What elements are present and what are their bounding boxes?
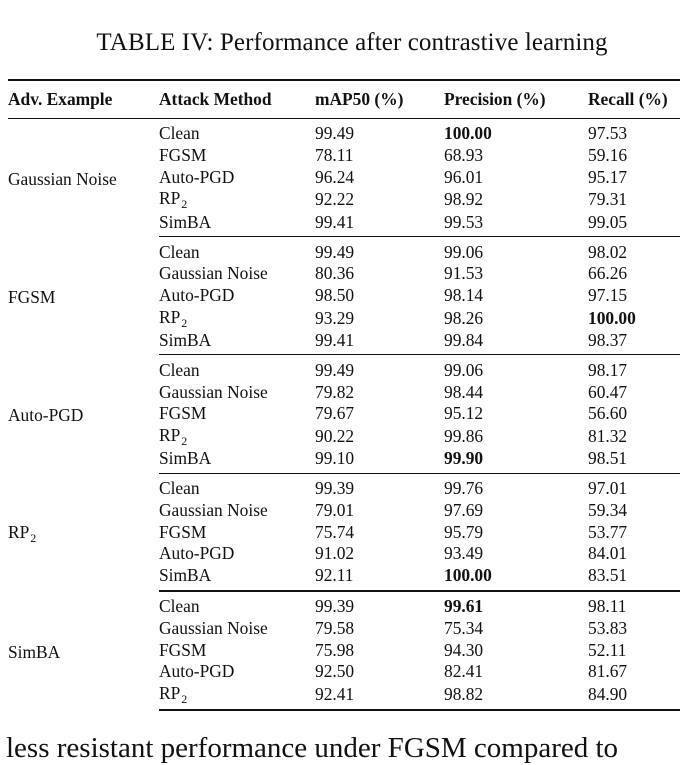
cell-map50: 92.41 [315, 683, 444, 710]
cell-precision: 98.26 [444, 307, 484, 328]
attack-method-label: Clean [159, 595, 200, 616]
cell-map50: 99.49 [315, 123, 355, 144]
cell-recall: 97.01 [588, 477, 628, 498]
cell-precision: 99.06 [444, 359, 484, 380]
attack-method-label: RP [159, 424, 181, 445]
cell-attack-method [159, 448, 315, 473]
cell-map50: 79.82 [315, 381, 355, 402]
cell-precision: 100.00 [444, 565, 588, 591]
cell-attack-method [159, 403, 315, 425]
header-adv-example: Adv. Example [8, 80, 159, 119]
cell-recall: 81.32 [588, 425, 628, 446]
cell-recall: 97.53 [588, 123, 628, 144]
cell-precision: 98.92 [444, 189, 484, 210]
cell-recall: 98.51 [588, 448, 680, 473]
cell-map50: 99.41 [315, 330, 444, 355]
cell-recall: 98.02 [588, 241, 628, 262]
cell-attack-method [159, 591, 315, 618]
attack-method-label: SimBA [159, 211, 212, 232]
cell-recall: 95.17 [588, 166, 628, 187]
attack-method-subscript: 2 [181, 197, 188, 212]
cell-attack-method [159, 188, 315, 211]
cell-adv-example [8, 237, 159, 355]
cell-attack-method [159, 565, 315, 591]
attack-method-subscript: 2 [181, 315, 188, 330]
header-attack-method: Attack Method [159, 80, 315, 119]
cell-attack-method [159, 661, 315, 683]
cell-precision: 100.00 [444, 123, 492, 144]
table-group [8, 355, 680, 473]
cell-recall: 84.90 [588, 683, 680, 710]
table-group [8, 591, 680, 710]
cell-map50: 80.36 [315, 263, 355, 284]
adv-example-label: Auto-PGD [8, 405, 84, 426]
cell-attack-method [159, 145, 315, 167]
table-header [8, 80, 680, 119]
attack-method-label: FGSM [159, 521, 207, 542]
table-row [8, 473, 680, 499]
attack-method-label: Gaussian Noise [159, 263, 268, 284]
cell-attack-method [159, 639, 315, 661]
cell-map50: 75.74 [315, 521, 355, 542]
cell-attack-method [159, 237, 315, 263]
cell-precision: 75.34 [444, 617, 484, 638]
cell-precision: 96.01 [444, 166, 484, 187]
cell-attack-method [159, 425, 315, 448]
cell-adv-example [8, 591, 159, 710]
cell-map50: 92.50 [315, 661, 355, 682]
table-caption: TABLE IV: Performance after contrastive learning [96, 29, 608, 56]
cell-map50: 91.02 [315, 543, 355, 564]
attack-method-subscript: 2 [181, 691, 188, 706]
cell-map50: 96.24 [315, 166, 355, 187]
cell-recall: 79.31 [588, 189, 628, 210]
cell-recall: 53.83 [588, 617, 628, 638]
cell-attack-method [159, 330, 315, 355]
cell-precision: 93.49 [444, 543, 484, 564]
attack-method-label: Gaussian Noise [159, 381, 268, 402]
cell-map50: 93.29 [315, 307, 355, 328]
body-text-fragment: less resistant performance under FGSM compared to [6, 732, 619, 764]
cell-recall: 98.17 [588, 359, 628, 380]
cell-map50: 99.41 [315, 211, 444, 236]
attack-method-label: Auto-PGD [159, 166, 235, 187]
cell-precision: 99.76 [444, 477, 484, 498]
cell-precision: 99.61 [444, 595, 484, 616]
cell-map50: 79.01 [315, 499, 355, 520]
table-row [8, 237, 680, 263]
cell-precision: 99.53 [444, 211, 588, 236]
adv-example-label: FGSM [8, 287, 56, 308]
table-row [8, 119, 680, 145]
cell-attack-method [159, 499, 315, 521]
header-row [8, 80, 680, 119]
cell-precision: 98.44 [444, 381, 484, 402]
cell-attack-method [159, 381, 315, 403]
attack-method-subscript: 2 [181, 433, 188, 448]
cell-recall: 99.05 [588, 211, 680, 236]
header-recall: Recall (%) [588, 80, 680, 119]
cell-recall: 83.51 [588, 565, 680, 591]
header-map50: mAP50 (%) [315, 80, 444, 119]
cell-map50: 99.39 [315, 477, 355, 498]
attack-method-label: Clean [159, 359, 200, 380]
cell-attack-method [159, 211, 315, 236]
attack-method-label: Clean [159, 123, 200, 144]
cell-attack-method [159, 473, 315, 499]
table-row [8, 591, 680, 618]
cell-recall: 52.11 [588, 639, 627, 660]
cell-recall: 100.00 [588, 307, 636, 328]
attack-method-label: Gaussian Noise [159, 617, 268, 638]
cell-attack-method [159, 683, 315, 710]
attack-method-label: FGSM [159, 639, 207, 660]
cell-precision: 99.84 [444, 330, 588, 355]
cell-recall: 84.01 [588, 543, 628, 564]
cell-map50: 79.58 [315, 617, 355, 638]
header-precision: Precision (%) [444, 80, 588, 119]
adv-example-label: SimBA [8, 641, 61, 662]
cell-precision: 82.41 [444, 661, 484, 682]
cell-map50: 99.49 [315, 359, 355, 380]
cell-precision: 98.14 [444, 285, 484, 306]
attack-method-label: FGSM [159, 145, 207, 166]
cell-precision: 97.69 [444, 499, 484, 520]
cell-map50: 99.10 [315, 448, 444, 473]
attack-method-label: SimBA [159, 329, 212, 350]
attack-method-label: Clean [159, 241, 200, 262]
cell-recall: 98.11 [588, 595, 627, 616]
adv-example-subscript: 2 [30, 531, 37, 546]
cell-attack-method [159, 285, 315, 307]
performance-table [8, 79, 680, 711]
attack-method-label: Auto-PGD [159, 543, 235, 564]
cell-attack-method [159, 543, 315, 565]
attack-method-label: FGSM [159, 403, 207, 424]
cell-map50: 92.22 [315, 189, 355, 210]
cell-map50: 75.98 [315, 639, 355, 660]
adv-example-label: RP [8, 522, 30, 543]
cell-adv-example [8, 355, 159, 473]
cell-map50: 99.39 [315, 595, 355, 616]
cell-recall: 60.47 [588, 381, 628, 402]
cell-recall: 59.34 [588, 499, 628, 520]
table-group [8, 119, 680, 237]
cell-recall: 56.60 [588, 403, 628, 424]
cell-adv-example [8, 119, 159, 237]
attack-method-label: SimBA [159, 565, 212, 586]
attack-method-label: Gaussian Noise [159, 499, 268, 520]
attack-method-label: RP [159, 306, 181, 327]
cell-attack-method [159, 119, 315, 145]
cell-recall: 59.16 [588, 145, 628, 166]
attack-method-label: RP [159, 188, 181, 209]
cell-precision: 94.30 [444, 639, 484, 660]
attack-method-label: Clean [159, 477, 200, 498]
attack-method-label: SimBA [159, 448, 212, 469]
cell-map50: 78.11 [315, 145, 354, 166]
cell-attack-method [159, 617, 315, 639]
cell-recall: 66.26 [588, 263, 628, 284]
attack-method-label: RP [159, 682, 181, 703]
attack-method-label: Auto-PGD [159, 661, 235, 682]
cell-recall: 97.15 [588, 285, 628, 306]
cell-recall: 81.67 [588, 661, 628, 682]
cell-precision: 91.53 [444, 263, 484, 284]
cell-precision: 98.82 [444, 683, 588, 710]
cell-recall: 53.77 [588, 521, 628, 542]
cell-attack-method [159, 521, 315, 543]
cell-precision: 99.90 [444, 448, 588, 473]
cell-map50: 99.49 [315, 241, 355, 262]
table-group [8, 237, 680, 355]
cell-attack-method [159, 355, 315, 381]
cell-precision: 68.93 [444, 145, 484, 166]
cell-map50: 79.67 [315, 403, 355, 424]
cell-map50: 98.50 [315, 285, 355, 306]
cell-map50: 92.11 [315, 565, 444, 591]
adv-example-label: Gaussian Noise [8, 169, 117, 190]
cell-precision: 95.12 [444, 403, 484, 424]
cell-precision: 99.06 [444, 241, 484, 262]
cell-precision: 99.86 [444, 425, 484, 446]
cell-adv-example [8, 473, 159, 590]
cell-recall: 98.37 [588, 330, 680, 355]
table-group [8, 473, 680, 590]
cell-attack-method [159, 167, 315, 189]
table-row [8, 355, 680, 381]
cell-attack-method [159, 307, 315, 330]
cell-map50: 90.22 [315, 425, 355, 446]
attack-method-label: Auto-PGD [159, 285, 235, 306]
cell-precision: 95.79 [444, 521, 484, 542]
cell-attack-method [159, 263, 315, 285]
